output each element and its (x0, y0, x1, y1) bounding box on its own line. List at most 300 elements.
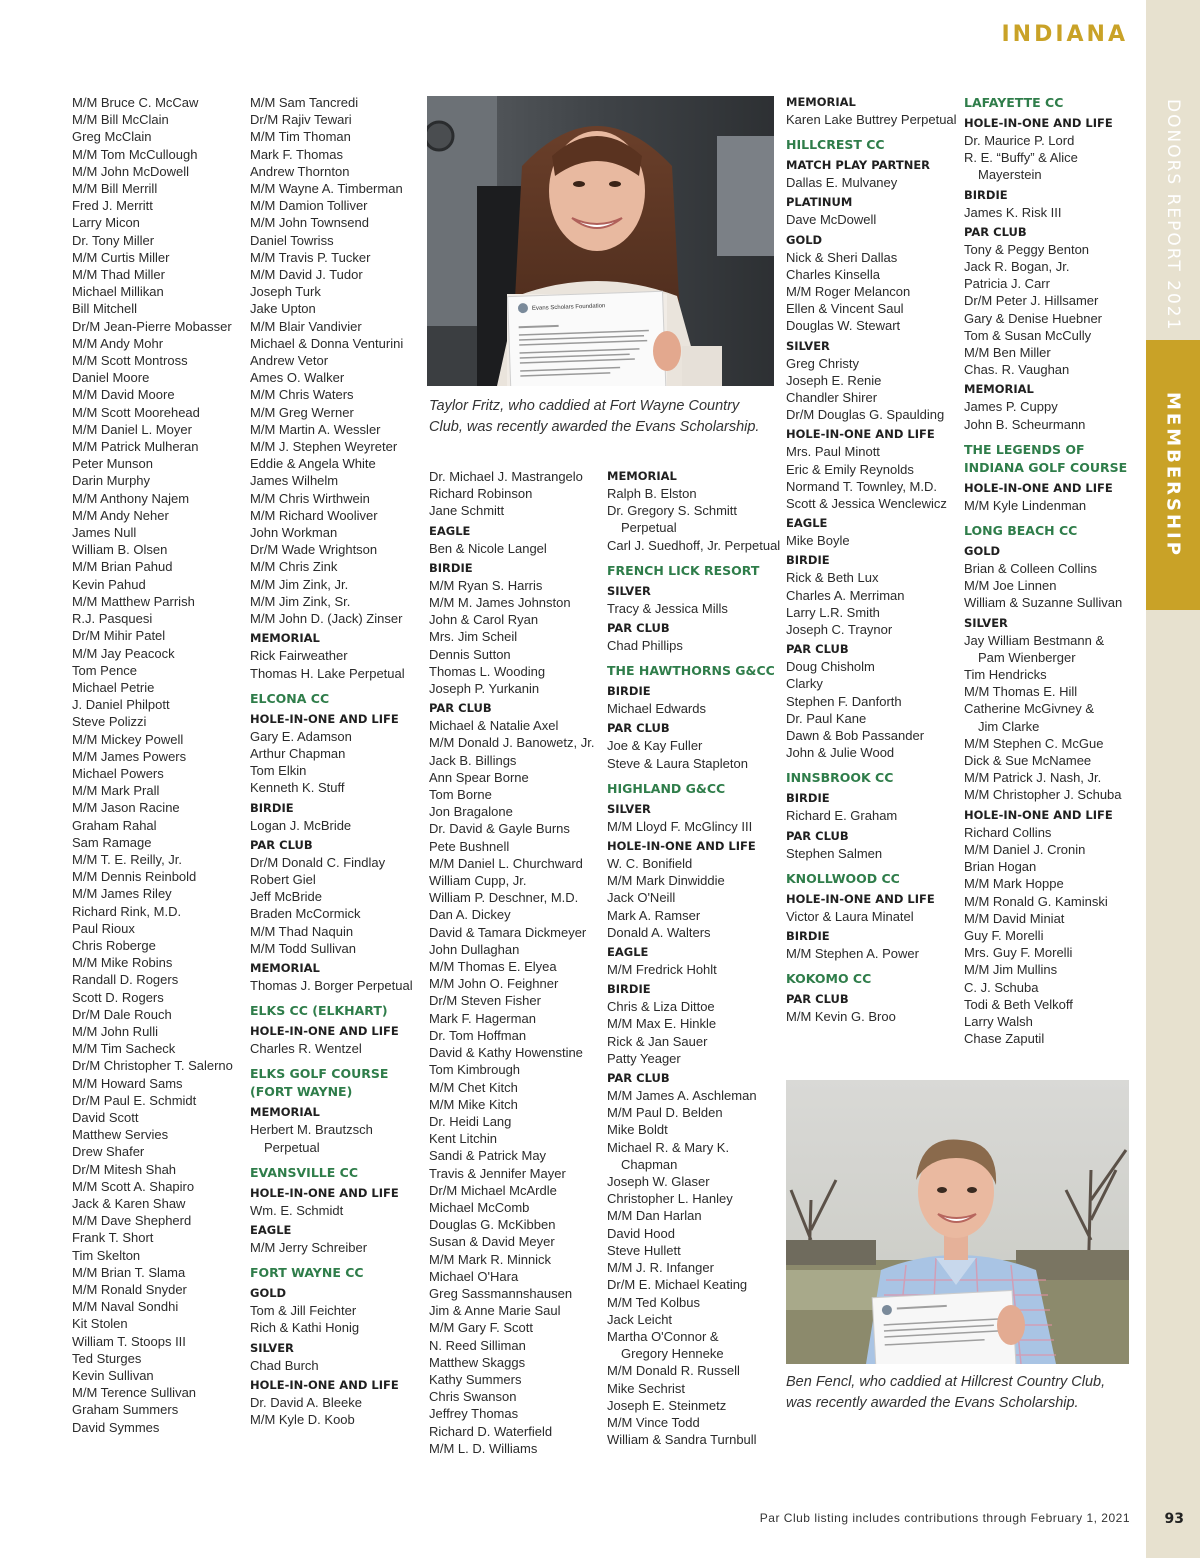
donor-name: M/M Mike Kitch (429, 1096, 518, 1112)
donor-name: Charles Kinsella (786, 266, 880, 282)
donor-name: Michael O'Hara (429, 1268, 519, 1284)
donor-name: John Dullaghan (429, 941, 520, 957)
donor-name: Normand T. Townley, M.D. (786, 478, 937, 494)
giving-level-heading: BIRDIE (786, 553, 830, 568)
donor-name: Dr/M Christopher T. Salerno (72, 1058, 233, 1074)
club-heading: INDIANA GOLF COURSE (964, 459, 1128, 475)
donor-name: M/M Jim Zink, Sr. (250, 593, 351, 609)
donor-name: Dr. Tony Miller (72, 232, 155, 248)
donor-name: Ben & Nicole Langel (429, 540, 547, 556)
donor-name: Susan & David Meyer (429, 1234, 555, 1250)
club-heading: HILLCREST CC (786, 137, 885, 153)
giving-level-heading: BIRDIE (786, 929, 830, 944)
club-heading: (FORT WAYNE) (250, 1084, 353, 1100)
donor-name: M/M David J. Tudor (250, 267, 363, 283)
donor-name: Paul Rioux (72, 920, 135, 936)
donor-name: Ralph B. Elston (607, 486, 697, 501)
giving-level-heading: MEMORIAL (250, 631, 320, 646)
donor-name: M/M Naval Sondhi (72, 1299, 179, 1315)
donor-name: Jon Bragalone (429, 804, 513, 820)
donor-name: M/M Scott Montross (72, 353, 188, 369)
donor-name: Dick & Sue McNamee (964, 753, 1092, 769)
donor-name: Dr. Tom Hoffman (429, 1027, 527, 1043)
donor-name: Jim & Anne Marie Saul (429, 1303, 561, 1319)
giving-level-heading: HOLE-IN-ONE AND LIFE (786, 427, 935, 442)
donor-name: J. Daniel Philpott (72, 697, 170, 713)
donor-name: M/M Dave Shepherd (72, 1213, 192, 1229)
donor-name: M/M Jason Racine (72, 800, 180, 816)
donor-name: Jane Schmitt (429, 503, 505, 519)
giving-level-heading: MATCH PLAY PARTNER (786, 158, 931, 173)
donor-name: M/M James A. Aschleman (607, 1088, 757, 1104)
club-heading: HIGHLAND G&CC (607, 780, 726, 796)
donor-name: M/M Travis P. Tucker (250, 249, 371, 265)
donor-name: Douglas W. Stewart (786, 318, 901, 334)
giving-level-heading: HOLE-IN-ONE AND LIFE (964, 480, 1113, 495)
donor-name: M/M Thomas E. Elyea (429, 959, 557, 975)
donor-name: Dr/M Douglas G. Spaulding (786, 407, 945, 423)
state-header: INDIANA (1001, 22, 1128, 47)
donor-name: David Symmes (72, 1419, 160, 1435)
donor-name: M/M Daniel J. Cronin (964, 841, 1086, 857)
donor-name: M/M Mickey Powell (72, 731, 184, 747)
donor-name: Kit Stolen (72, 1316, 128, 1332)
donor-name: Tom Pence (72, 662, 138, 678)
donor-name: Dr/M Michael McArdle (429, 1182, 557, 1198)
donor-name: M/M Gary F. Scott (429, 1320, 534, 1336)
donor-name: Graham Summers (72, 1402, 179, 1418)
donor-name: Donald A. Walters (607, 924, 711, 940)
donor-name: M/M Daniel L. Moyer (72, 421, 192, 437)
donor-name: David Hood (607, 1225, 675, 1241)
donor-name: Jay William Bestmann & (964, 632, 1105, 648)
club-heading: THE HAWTHORNS G&CC (607, 663, 775, 679)
donor-name: Dr/M Wade Wrightson (250, 542, 378, 558)
scholar-photo-ben (786, 1080, 1129, 1364)
donor-name: M/M Donald J. Banowetz, Jr. (429, 735, 595, 751)
donor-name: M/M Chris Waters (250, 387, 354, 403)
donor-name: M/M Mark Prall (72, 783, 160, 799)
donor-name: Joseph W. Glaser (607, 1174, 710, 1190)
donor-name: James Wilhelm (250, 473, 339, 489)
giving-level-heading: MEMORIAL (250, 1105, 320, 1120)
donor-name-continued: Perpetual (264, 1139, 320, 1155)
donor-name: M/M Christopher J. Schuba (964, 787, 1122, 803)
giving-level-heading: GOLD (786, 232, 823, 247)
club-heading: INNSBROOK CC (786, 770, 894, 786)
donor-name: Dave McDowell (786, 212, 877, 228)
donor-name: Mike Boyle (786, 533, 850, 549)
donor-name: Dr. Michael J. Mastrangelo (429, 469, 583, 484)
donor-name: M/M Howard Sams (72, 1075, 183, 1091)
donor-name: M/M Vince Todd (607, 1414, 700, 1430)
donor-name: Kathy Summers (429, 1371, 522, 1387)
donor-name: Kent Litchin (429, 1131, 497, 1147)
donor-name: Scott & Jessica Wenclewicz (786, 496, 947, 512)
donor-name: M/M John D. (Jack) Zinser (250, 611, 403, 627)
donor-name: Michael R. & Mary K. (607, 1139, 730, 1155)
donor-name: Mike Boldt (607, 1122, 668, 1138)
donor-name: Gary & Denise Huebner (964, 310, 1103, 326)
giving-level-heading: SILVER (607, 583, 651, 598)
donor-name: Brian Hogan (964, 859, 1037, 875)
donor-name-continued: Pam Wienberger (978, 649, 1076, 665)
donor-name: Fred J. Merritt (72, 198, 153, 214)
giving-level-heading: PAR CLUB (786, 992, 849, 1007)
donor-name: Mrs. Jim Scheil (429, 629, 518, 645)
donor-name: Chad Phillips (607, 638, 683, 654)
giving-level-heading: PAR CLUB (607, 721, 670, 736)
donor-name: M/M J. R. Infanger (607, 1260, 714, 1276)
donor-name-continued: Gregory Henneke (621, 1346, 724, 1362)
donor-name: M/M Dan Harlan (607, 1208, 702, 1224)
donor-name: Guy F. Morelli (964, 927, 1044, 943)
donor-name: Steve Polizzi (72, 714, 147, 730)
donor-name: Mrs. Paul Minott (786, 444, 880, 460)
donor-name: Sam Ramage (72, 834, 152, 850)
donor-name: Todi & Beth Velkoff (964, 996, 1073, 1012)
donor-name: Daniel Towriss (250, 232, 334, 248)
donor-name: Dr/M Mihir Patel (72, 628, 166, 644)
donor-name-continued: Chapman (621, 1156, 678, 1172)
donor-name: M/M Ted Kolbus (607, 1294, 700, 1310)
donor-name: James P. Cuppy (964, 399, 1058, 415)
donor-column-5 (786, 94, 958, 1026)
giving-level-heading: EAGLE (786, 516, 828, 531)
giving-level-heading: SILVER (250, 1340, 294, 1355)
donor-name: David & Tamara Dickmeyer (429, 924, 587, 940)
donor-name: Ellen & Vincent Saul (786, 301, 904, 317)
giving-level-heading: BIRDIE (786, 791, 830, 806)
club-heading: THE LEGENDS OF (964, 441, 1085, 457)
donor-name: Joseph Turk (250, 284, 321, 300)
donor-name: Pete Bushnell (429, 838, 510, 854)
donor-name: Jake Upton (250, 301, 316, 317)
donor-name: Carl J. Suedhoff, Jr. Perpetual (607, 537, 781, 553)
donor-name: William T. Stoops III (72, 1333, 186, 1349)
donor-name: M/M Tim Sacheck (72, 1041, 176, 1057)
donor-name: Steve & Laura Stapleton (607, 755, 748, 771)
giving-level-heading: BIRDIE (607, 982, 651, 997)
donor-name: Andrew Vetor (250, 353, 329, 369)
donor-name: Ann Spear Borne (429, 769, 529, 785)
donor-name: Dr/M Mitesh Shah (72, 1161, 177, 1177)
donor-name: Catherine McGivney & (964, 701, 1095, 717)
donor-name: Jack O'Neill (607, 890, 676, 906)
donor-name: C. J. Schuba (964, 979, 1039, 995)
donor-name: Dr/M Steven Fisher (429, 993, 541, 1009)
donor-name: Dr. David & Gayle Burns (429, 821, 570, 837)
giving-level-heading: PAR CLUB (429, 701, 492, 716)
giving-level-heading: HOLE-IN-ONE AND LIFE (250, 1024, 399, 1039)
donor-name: M/M Ryan S. Harris (429, 577, 543, 593)
donor-name: W. C. Bonifield (607, 856, 693, 872)
donor-name: Karen Lake Buttrey Perpetual (786, 112, 957, 127)
giving-level-heading: EAGLE (250, 1222, 292, 1237)
donor-name: M/M Jerry Schreiber (250, 1239, 368, 1255)
donor-name: Greg Sassmannshausen (429, 1285, 573, 1301)
donor-name: M/M James Riley (72, 886, 172, 902)
club-heading: KOKOMO CC (786, 971, 872, 987)
donor-name: Tom Kimbrough (429, 1062, 521, 1078)
donor-name: John Workman (250, 525, 338, 541)
donor-name: M/M Lloyd F. McGlincy III (607, 818, 753, 834)
giving-level-heading: BIRDIE (250, 800, 294, 815)
donor-name: M/M Jay Peacock (72, 645, 175, 661)
donor-name-continued: Perpetual (621, 520, 677, 536)
club-heading: EVANSVILLE CC (250, 1164, 358, 1180)
donor-name: M/M Donald R. Russell (607, 1363, 740, 1379)
donor-name: Douglas G. McKibben (429, 1217, 556, 1233)
donor-name: Mike Sechrist (607, 1380, 686, 1396)
donor-name: Richard Collins (964, 824, 1052, 840)
donor-name-continued: Jim Clarke (978, 718, 1040, 734)
donor-name: M/M Thad Miller (72, 267, 165, 283)
donor-name: Chad Burch (250, 1357, 319, 1373)
donor-name: M/M Scott A. Shapiro (72, 1178, 195, 1194)
donor-name: Rick Fairweather (250, 648, 348, 664)
donor-name: Andrew Thornton (250, 163, 350, 179)
giving-level-heading: SILVER (786, 338, 830, 353)
donor-column-3 (429, 468, 601, 1457)
donor-name: M/M Wayne A. Timberman (250, 181, 403, 197)
donor-name: M/M Joe Linnen (964, 578, 1057, 594)
donor-name: Michael Powers (72, 765, 164, 781)
donor-name: Chris Swanson (429, 1389, 517, 1405)
donor-name: M/M John Rulli (72, 1023, 158, 1039)
donor-name: M/M T. E. Reilly, Jr. (72, 851, 183, 867)
donor-name: M/M Chris Zink (250, 559, 338, 575)
donor-name: David & Kathy Howenstine (429, 1045, 583, 1061)
donor-name: Darin Murphy (72, 473, 151, 489)
donor-name: M/M James Powers (72, 748, 187, 764)
photo-caption-taylor: Taylor Fritz, who caddied at Fort Wayne Country Club, was recently awarded the Evans Scholarship. (429, 398, 760, 435)
giving-level-heading: PAR CLUB (607, 621, 670, 636)
donor-name: Arthur Chapman (250, 745, 346, 761)
page-number: 93 (1164, 1511, 1184, 1527)
donor-name: M/M Mark Dinwiddie (607, 873, 725, 889)
giving-level-heading: HOLE-IN-ONE AND LIFE (250, 1185, 399, 1200)
donor-name: Dawn & Bob Passander (786, 728, 925, 744)
donor-name: M/M John Townsend (250, 215, 369, 231)
donor-name: Doug Chisholm (786, 659, 875, 675)
donor-name: Herbert M. Brautzsch (250, 1122, 373, 1138)
donor-name: M/M Brian T. Slama (72, 1264, 186, 1280)
donor-name: M/M Mark R. Minnick (429, 1251, 552, 1267)
giving-level-heading: PAR CLUB (786, 642, 849, 657)
donor-name: Chris & Liza Dittoe (607, 999, 715, 1015)
donor-name: M/M Anthony Najem (72, 490, 190, 506)
donor-name: M/M Kevin G. Broo (786, 1009, 896, 1025)
donor-name: M/M J. Stephen Weyreter (250, 439, 398, 455)
giving-level-heading: PAR CLUB (607, 1071, 670, 1086)
giving-level-heading: SILVER (964, 615, 1008, 630)
donor-name: Richard Robinson (429, 486, 533, 502)
donor-name: Dr. Heidi Lang (429, 1113, 512, 1129)
donor-name: Jack & Karen Shaw (72, 1196, 186, 1211)
donor-name: M/M Matthew Parrish (72, 593, 195, 609)
donor-name: Jeff McBride (250, 889, 323, 905)
club-heading: LAFAYETTE CC (964, 95, 1064, 110)
donor-name: Nick & Sheri Dallas (786, 249, 898, 265)
scholar-photo-taylor (427, 96, 774, 386)
donor-name: M/M Ben Miller (964, 345, 1051, 361)
giving-level-heading: HOLE-IN-ONE AND LIFE (964, 807, 1113, 822)
donor-name: M/M Brian Pahud (72, 559, 173, 575)
donor-name: Jack Leicht (607, 1311, 673, 1327)
donor-name: Dr. David A. Bleeke (250, 1394, 362, 1410)
donor-name: Mark A. Ramser (607, 907, 701, 923)
donor-name: M/M Thad Naquin (250, 923, 354, 939)
donor-name: Chris Roberge (72, 937, 156, 953)
donor-name: M/M Bruce C. McCaw (72, 95, 199, 110)
donor-name: Dr/M Donald C. Findlay (250, 854, 386, 870)
donor-name: Tony & Peggy Benton (964, 241, 1090, 257)
donor-name: Jack R. Bogan, Jr. (964, 259, 1070, 275)
giving-level-heading: GOLD (964, 544, 1001, 559)
donor-name: Dr/M Paul E. Schmidt (72, 1092, 197, 1108)
donor-name: R.J. Pasquesi (72, 611, 153, 627)
section-label: MEMBERSHIP (1162, 392, 1184, 558)
donor-name: Dan A. Dickey (429, 907, 511, 923)
scholar-photo-ben-art (786, 1080, 1129, 1364)
donor-name: M/M Martin A. Wessler (250, 421, 381, 437)
donor-name: Dr. Gregory S. Schmitt (607, 503, 738, 519)
donor-column-6 (964, 94, 1134, 1047)
donor-name: M/M Stephen C. McGue (964, 735, 1104, 751)
donor-name: M/M Damion Tolliver (250, 198, 368, 214)
donor-name: M/M Max E. Hinkle (607, 1016, 717, 1032)
donor-name: Scott D. Rogers (72, 989, 164, 1005)
giving-level-heading: PLATINUM (786, 195, 853, 210)
donor-name: Jeffrey Thomas (429, 1406, 519, 1422)
donor-name: John B. Scheurmann (964, 416, 1086, 432)
donor-name: Patricia J. Carr (964, 276, 1050, 292)
donor-name: William Cupp, Jr. (429, 873, 527, 889)
photo-caption-ben: Ben Fencl, who caddied at Hillcrest Country Club, was recently awarded the Evans Scholarship. (786, 1374, 1106, 1411)
donor-name: Mark F. Hagerman (429, 1010, 536, 1026)
donor-name: Steve Hullett (607, 1242, 681, 1258)
donor-name: Tom & Jill Feichter (250, 1303, 357, 1319)
donor-name: M/M Chris Wirthwein (250, 490, 370, 506)
donor-name: Eric & Emily Reynolds (786, 461, 914, 477)
donor-name: M/M Tom McCullough (72, 146, 198, 162)
donor-name: John & Julie Wood (786, 745, 895, 761)
donor-name: Mrs. Guy F. Morelli (964, 945, 1073, 961)
donor-name: William B. Olsen (72, 542, 168, 558)
donor-name: R. E. “Buffy” & Alice (964, 150, 1078, 166)
donor-name: Daniel Moore (72, 370, 150, 386)
donor-name: M/M Thomas E. Hill (964, 684, 1078, 700)
donor-name: M/M Curtis Miller (72, 249, 170, 265)
donor-name: Dennis Sutton (429, 646, 511, 662)
donor-name: Gary E. Adamson (250, 728, 352, 744)
donor-name: Ted Sturges (72, 1350, 142, 1366)
donor-name: Matthew Skaggs (429, 1354, 526, 1370)
donor-name: Michael & Natalie Axel (429, 718, 559, 734)
donor-name: Thomas H. Lake Perpetual (250, 665, 405, 681)
donor-name: Clarky (786, 676, 823, 692)
svg-text:Evans Scholars Foundation: Evans Scholars Foundation (531, 303, 606, 312)
giving-level-heading: HOLE-IN-ONE AND LIFE (964, 116, 1113, 130)
donor-name: William & Sandra Turnbull (607, 1432, 757, 1448)
donor-name: Patty Yeager (607, 1050, 681, 1066)
donor-name: Travis & Jennifer Mayer (429, 1165, 566, 1181)
donor-name: Michael Petrie (72, 679, 155, 695)
club-heading: ELCONA CC (250, 690, 330, 706)
donor-name: Richard E. Graham (786, 808, 898, 824)
donor-name: M/M Bill McClain (72, 112, 169, 128)
donor-name: M/M Andy Neher (72, 507, 169, 523)
donor-name: M/M Patrick Mulheran (72, 439, 199, 455)
donor-name: Rick & Jan Sauer (607, 1033, 708, 1049)
club-heading: KNOLLWOOD CC (786, 870, 900, 886)
donor-name: M/M Mark Hoppe (964, 876, 1064, 892)
club-heading: LONG BEACH CC (964, 523, 1078, 539)
giving-level-heading: HOLE-IN-ONE AND LIFE (250, 711, 399, 726)
donor-name: Kevin Sullivan (72, 1368, 154, 1384)
donor-name: M/M Ronald G. Kaminski (964, 893, 1108, 909)
donor-name: Dr/M E. Michael Keating (607, 1277, 748, 1293)
donor-name: Joseph C. Traynor (786, 622, 893, 638)
donor-name: Tim Skelton (72, 1247, 141, 1263)
donor-name: Stephen F. Danforth (786, 693, 902, 709)
club-heading: FORT WAYNE CC (250, 1265, 364, 1281)
donor-name: M/M Daniel L. Churchward (429, 855, 583, 871)
donor-name: M/M Richard Wooliver (250, 507, 378, 523)
giving-level-heading: HOLE-IN-ONE AND LIFE (607, 839, 756, 854)
donor-name: Joseph E. Steinmetz (607, 1397, 727, 1413)
donor-name: M/M M. James Johnston (429, 595, 571, 611)
giving-level-heading: PAR CLUB (786, 828, 849, 843)
donor-name: Thomas J. Borger Perpetual (250, 977, 413, 993)
donor-name: M/M Fredrick Hohlt (607, 962, 717, 978)
donor-name: M/M Scott Moorehead (72, 404, 200, 420)
donor-name: Greg Christy (786, 355, 859, 371)
donor-name: Larry Walsh (964, 1013, 1033, 1029)
donor-name: Chas. R. Vaughan (964, 362, 1070, 378)
donor-name: Drew Shafer (72, 1144, 145, 1160)
donor-name: Dr/M Peter J. Hillsamer (964, 293, 1099, 309)
donor-column-2 (250, 94, 422, 1428)
donor-name: Martha O'Connor & (607, 1328, 719, 1344)
donor-name: Brian & Colleen Collins (964, 561, 1097, 577)
donor-name: Kevin Pahud (72, 576, 146, 592)
donor-name: Tom Borne (429, 787, 492, 803)
donor-name: Richard Rink, M.D. (72, 903, 182, 919)
club-heading: ELKS GOLF COURSE (250, 1066, 389, 1082)
donor-column-1 (72, 94, 242, 1436)
donor-name: Rich & Kathi Honig (250, 1320, 360, 1336)
donor-name: Bill Mitchell (72, 301, 138, 317)
donor-name: N. Reed Silliman (429, 1337, 526, 1353)
donor-name: Michael Millikan (72, 284, 164, 300)
donor-name: M/M David Moore (72, 387, 175, 403)
giving-level-heading: MEMORIAL (964, 382, 1034, 397)
giving-level-heading: BIRDIE (964, 187, 1008, 202)
donor-name: M/M Tim Thoman (250, 129, 351, 145)
donor-name: M/M Bill Merrill (72, 181, 158, 197)
donor-name: M/M John McDowell (72, 163, 190, 179)
donor-name: Jack B. Billings (429, 752, 517, 768)
donor-name: Victor & Laura Minatel (786, 908, 914, 924)
donor-name: Frank T. Short (72, 1230, 154, 1246)
donor-name: M/M Andy Mohr (72, 335, 164, 351)
donor-name: Michael & Donna Venturini (250, 335, 404, 351)
donor-name: Matthew Servies (72, 1127, 169, 1143)
donor-name: Chase Zaputil (964, 1031, 1045, 1047)
giving-level-heading: BIRDIE (607, 684, 651, 699)
